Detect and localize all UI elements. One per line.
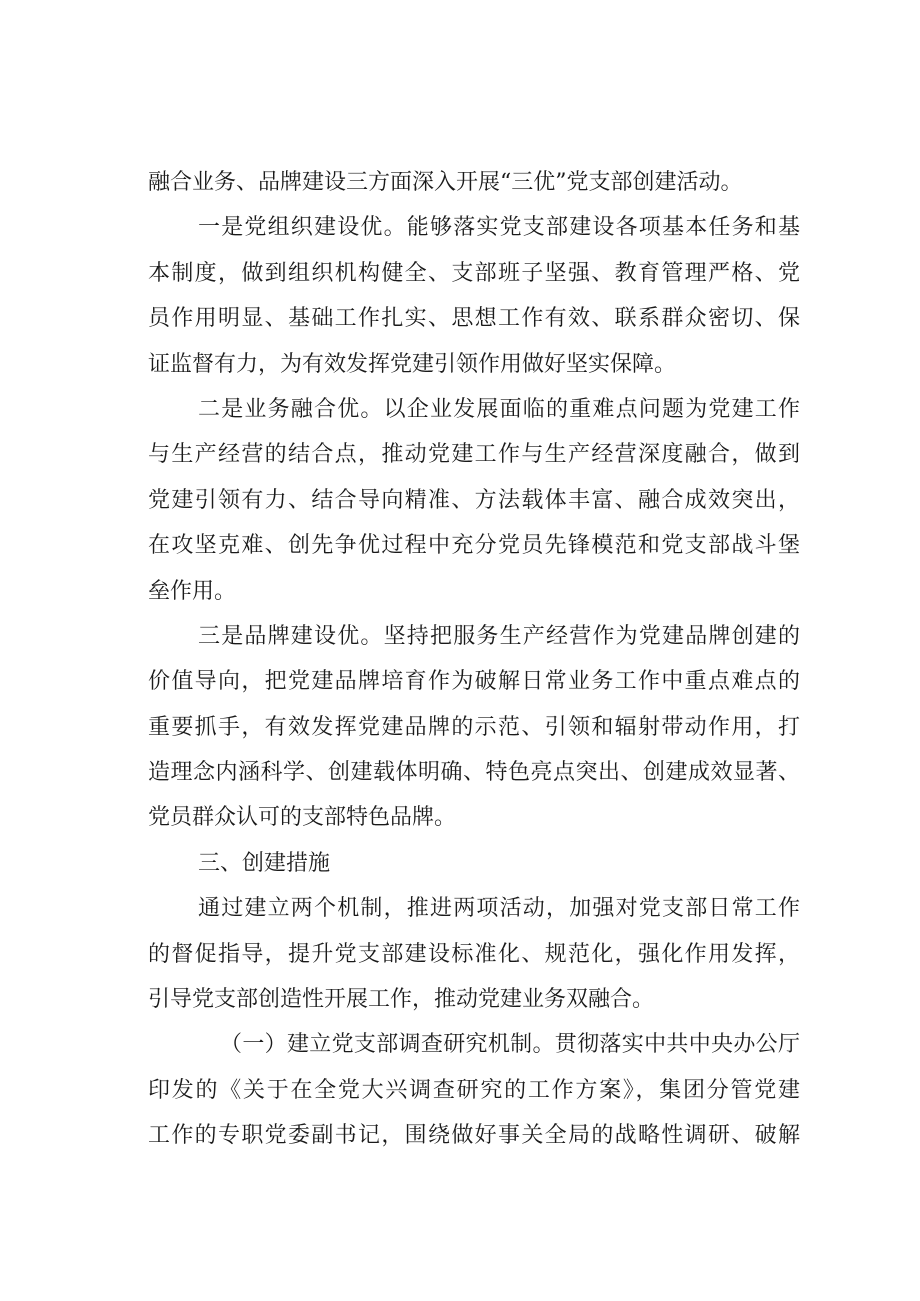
paragraph-party-organization [148, 205, 800, 387]
text-line: 通过建立两个机制，推进两项活动，加强对党支部日常工作 [198, 896, 800, 922]
paragraph-intro-tail [148, 160, 800, 205]
text-line: 印发的《关于在全党大兴调查研究的工作方案》，集团分管党建 [148, 1077, 800, 1103]
text-line: 党员群众认可的支部特色品牌。 [148, 805, 457, 831]
text-line: 二是业务融合优。以企业发展面临的重难点问题为党建工作 [198, 396, 800, 422]
text-line: 工作的专职党委副书记，围绕做好事关全局的战略性调研、破解 [148, 1123, 800, 1149]
text-line: 在攻坚克难、创先争优过程中充分党员先锋模范和党支部战斗堡 [148, 533, 800, 559]
text-line: （一）建立党支部调查研究机制。贯彻落实中共中央办公厅 [220, 1032, 800, 1058]
paragraph-brand-building [148, 614, 800, 841]
paragraph-business-integration [148, 387, 800, 614]
paragraph-research-mechanism [148, 1022, 800, 1158]
text-line: 本制度，做到组织机构健全、支部班子坚强、教育管理严格、党 [148, 260, 800, 286]
text-line: 垒作用。 [148, 578, 237, 604]
text-line: 一是党组织建设优。能够落实党支部建设各项基本任务和基 [198, 215, 800, 241]
text-line: 融合业务、品牌建设三方面深入开展“三优”党支部创建活动。 [148, 170, 743, 195]
text-line: 造理念内涵科学、创建载体明确、特色亮点突出、创建成效显著、 [148, 760, 800, 786]
text-line: 三是品牌建设优。坚持把服务生产经营作为党建品牌创建的 [198, 623, 800, 649]
text-line: 党建引领有力、结合导向精准、方法载体丰富、融合成效突出， [148, 487, 800, 513]
document-body [148, 160, 800, 1159]
section-heading-measures [148, 841, 800, 886]
paragraph-two-mechanisms [148, 886, 800, 1022]
text-line: 证监督有力，为有效发挥党建引领作用做好坚实保障。 [148, 351, 677, 377]
text-line: 员作用明显、基础工作扎实、思想工作有效、联系群众密切、保 [148, 306, 800, 332]
text-line: 的督促指导，提升党支部建设标准化、规范化，强化作用发挥， [148, 941, 800, 967]
text-line: 重要抓手，有效发挥党建品牌的示范、引领和辐射带动作用，打 [148, 714, 800, 740]
text-line: 价值导向，把党建品牌培育作为破解日常业务工作中重点难点的 [148, 669, 800, 695]
section-heading: 三、创建措施 [198, 850, 331, 876]
text-line: 引导党支部创造性开展工作，推动党建业务双融合。 [148, 987, 655, 1013]
text-line: 与生产经营的结合点，推动党建工作与生产经营深度融合，做到 [148, 442, 800, 468]
